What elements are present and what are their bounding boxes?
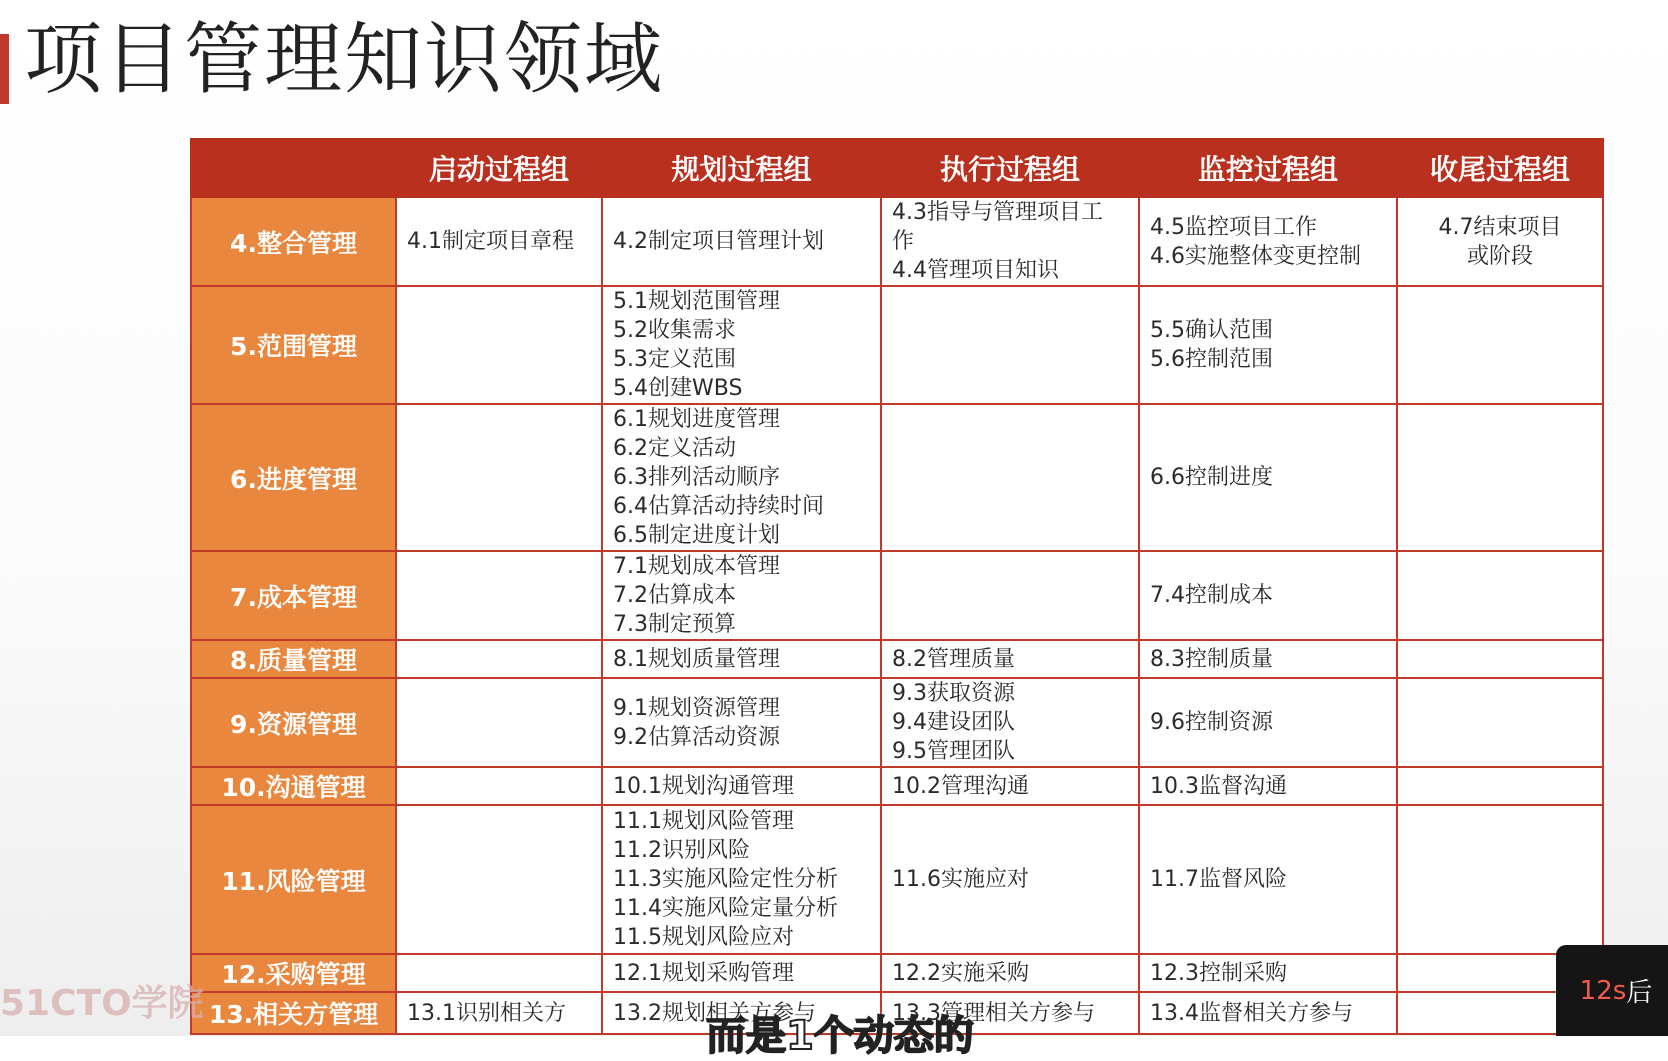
- process-cell: [1139, 640, 1397, 678]
- process-item: 7.3制定预算: [613, 612, 736, 637]
- table-row: [191, 404, 1603, 551]
- process-cell: [881, 551, 1139, 640]
- knowledge-area-label: 7.成本管理: [191, 551, 396, 640]
- process-cell: [602, 805, 881, 954]
- knowledge-area-label: 13.相关方管理: [191, 992, 396, 1034]
- process-item: 12.3控制采购: [1150, 960, 1287, 986]
- process-cell: [1139, 286, 1397, 404]
- process-item: 11.5规划风险应对: [613, 925, 794, 950]
- process-cell: [1139, 551, 1397, 640]
- process-item: 6.3排列活动顺序: [613, 465, 780, 490]
- process-cell: [1397, 678, 1603, 767]
- process-item: 4.6实施整体变更控制: [1150, 243, 1361, 269]
- process-item: 6.5制定进度计划: [613, 523, 780, 548]
- process-item: 9.4建设团队: [892, 710, 1015, 735]
- process-item: 4.5监控项目工作: [1150, 214, 1317, 240]
- process-cell: [1139, 404, 1397, 551]
- table-row: [191, 197, 1603, 286]
- process-cell: [1139, 954, 1397, 992]
- process-item: 7.2估算成本: [613, 583, 736, 608]
- knowledge-area-label: 5.范围管理: [191, 286, 396, 404]
- process-cell: [1397, 551, 1603, 640]
- process-item: 5.5确认范围: [1150, 318, 1273, 343]
- column-header: 收尾过程组: [1397, 139, 1603, 197]
- process-cell: [396, 551, 602, 640]
- timer-value: 12s: [1579, 975, 1627, 1006]
- process-item: 7.1规划成本管理: [613, 554, 780, 579]
- video-subtitle: 而是1个动态的: [706, 1013, 974, 1059]
- process-cell: [1397, 197, 1603, 286]
- process-cell: [1139, 197, 1397, 286]
- process-item: 作: [892, 229, 915, 254]
- timer-suffix: 后: [1626, 978, 1653, 1008]
- table-row: [191, 805, 1603, 954]
- process-item: 5.1规划范围管理: [613, 289, 780, 314]
- process-item: 9.1规划资源管理: [613, 695, 780, 721]
- process-cell: [602, 678, 881, 767]
- table-row: [191, 286, 1603, 404]
- process-item: 6.2定义活动: [613, 436, 736, 461]
- process-cell: [396, 678, 602, 767]
- process-cell: [602, 954, 881, 992]
- process-cell: [881, 805, 1139, 954]
- process-item: 6.1规划进度管理: [613, 407, 780, 432]
- table-row: [191, 551, 1603, 640]
- process-cell: [602, 767, 881, 805]
- process-cell: [881, 640, 1139, 678]
- process-item: 6.4估算活动持续时间: [613, 494, 824, 519]
- knowledge-area-label: 8.质量管理: [191, 640, 396, 678]
- process-cell: [1139, 678, 1397, 767]
- page-title: 项目管理知识领域: [24, 15, 665, 105]
- process-cell: [1397, 286, 1603, 404]
- process-item: 13.1识别相关方: [407, 1000, 566, 1026]
- column-header: 监控过程组: [1139, 139, 1397, 197]
- process-cell: [881, 954, 1139, 992]
- process-cell: [602, 640, 881, 678]
- process-item: 5.3定义范围: [613, 347, 736, 372]
- knowledge-area-table: [190, 138, 1604, 1035]
- process-cell: [396, 197, 602, 286]
- process-item: 8.1规划质量管理: [613, 646, 780, 672]
- process-item: 8.2管理质量: [892, 646, 1015, 672]
- process-item: 5.6控制范围: [1150, 347, 1273, 372]
- knowledge-area-label: 11.风险管理: [191, 805, 396, 954]
- process-item: 11.4实施风险定量分析: [613, 896, 838, 921]
- process-item: 10.1规划沟通管理: [613, 773, 794, 799]
- process-item: 11.6实施应对: [892, 867, 1029, 892]
- process-cell: [396, 640, 602, 678]
- process-cell: [881, 767, 1139, 805]
- process-cell: [602, 551, 881, 640]
- process-item: 9.6控制资源: [1150, 710, 1273, 735]
- process-item: 10.2管理沟通: [892, 773, 1029, 799]
- knowledge-area-label: 4.整合管理: [191, 197, 396, 286]
- process-cell: [396, 805, 602, 954]
- watermark-logo: 51CTO学院: [0, 983, 204, 1024]
- process-item: 13.4监督相关方参与: [1150, 1000, 1353, 1026]
- process-cell: [396, 954, 602, 992]
- process-item: 11.1规划风险管理: [613, 809, 794, 834]
- process-cell: [396, 404, 602, 551]
- process-cell: [1139, 767, 1397, 805]
- process-cell: [396, 286, 602, 404]
- process-cell: [881, 197, 1139, 286]
- process-item: 4.3指导与管理项目工: [892, 200, 1103, 225]
- process-item: 12.2实施采购: [892, 960, 1029, 986]
- process-item: 4.7结束项目: [1438, 214, 1562, 240]
- process-item: 4.2制定项目管理计划: [613, 229, 824, 254]
- process-item: 5.4创建WBS: [613, 376, 743, 401]
- knowledge-area-label: 9.资源管理: [191, 678, 396, 767]
- column-header: 执行过程组: [881, 139, 1139, 197]
- process-item: 或阶段: [1466, 243, 1533, 269]
- process-cell: [1139, 805, 1397, 954]
- title-accent-bar: [0, 34, 9, 104]
- process-cell: [602, 286, 881, 404]
- process-item: 7.4控制成本: [1150, 583, 1273, 608]
- process-item: 9.3获取资源: [892, 681, 1015, 706]
- process-item: 10.3监督沟通: [1150, 773, 1287, 799]
- process-cell: [396, 992, 602, 1034]
- process-cell: [1397, 767, 1603, 805]
- process-item: 12.1规划采购管理: [613, 960, 794, 986]
- process-cell: [881, 286, 1139, 404]
- process-cell: [602, 197, 881, 286]
- process-item: 4.4管理项目知识: [892, 258, 1059, 283]
- process-cell: [602, 404, 881, 551]
- process-item: 9.2估算活动资源: [613, 724, 780, 750]
- process-item: 8.3控制质量: [1150, 646, 1273, 672]
- process-item: 11.3实施风险定性分析: [613, 867, 838, 892]
- process-cell: [881, 404, 1139, 551]
- knowledge-area-label: 12.采购管理: [191, 954, 396, 992]
- process-item: 4.1制定项目章程: [407, 229, 574, 254]
- process-item: 9.5管理团队: [892, 739, 1015, 764]
- table-header-row: [191, 139, 1603, 197]
- process-cell: [1139, 992, 1397, 1034]
- column-header: [191, 139, 396, 197]
- process-item: 11.7监督风险: [1150, 867, 1287, 892]
- process-cell: [881, 678, 1139, 767]
- process-item: 5.2收集需求: [613, 318, 736, 343]
- table-row: [191, 640, 1603, 678]
- knowledge-area-label: 10.沟通管理: [191, 767, 396, 805]
- table-row: [191, 767, 1603, 805]
- process-cell: [396, 767, 602, 805]
- table-row: [191, 954, 1603, 992]
- skip-timer[interactable]: [1556, 945, 1668, 1036]
- process-item: 6.6控制进度: [1150, 465, 1273, 490]
- process-item: 13.2规划相关方参与: [613, 1000, 816, 1026]
- process-cell: [1397, 404, 1603, 551]
- column-header: 启动过程组: [396, 139, 602, 197]
- process-cell: [1397, 805, 1603, 954]
- knowledge-area-label: 6.进度管理: [191, 404, 396, 551]
- column-header: 规划过程组: [602, 139, 881, 197]
- process-item: 13.3管理相关方参与: [892, 1000, 1095, 1026]
- process-cell: [1397, 640, 1603, 678]
- process-item: 11.2识别风险: [613, 838, 750, 863]
- table-row: [191, 678, 1603, 767]
